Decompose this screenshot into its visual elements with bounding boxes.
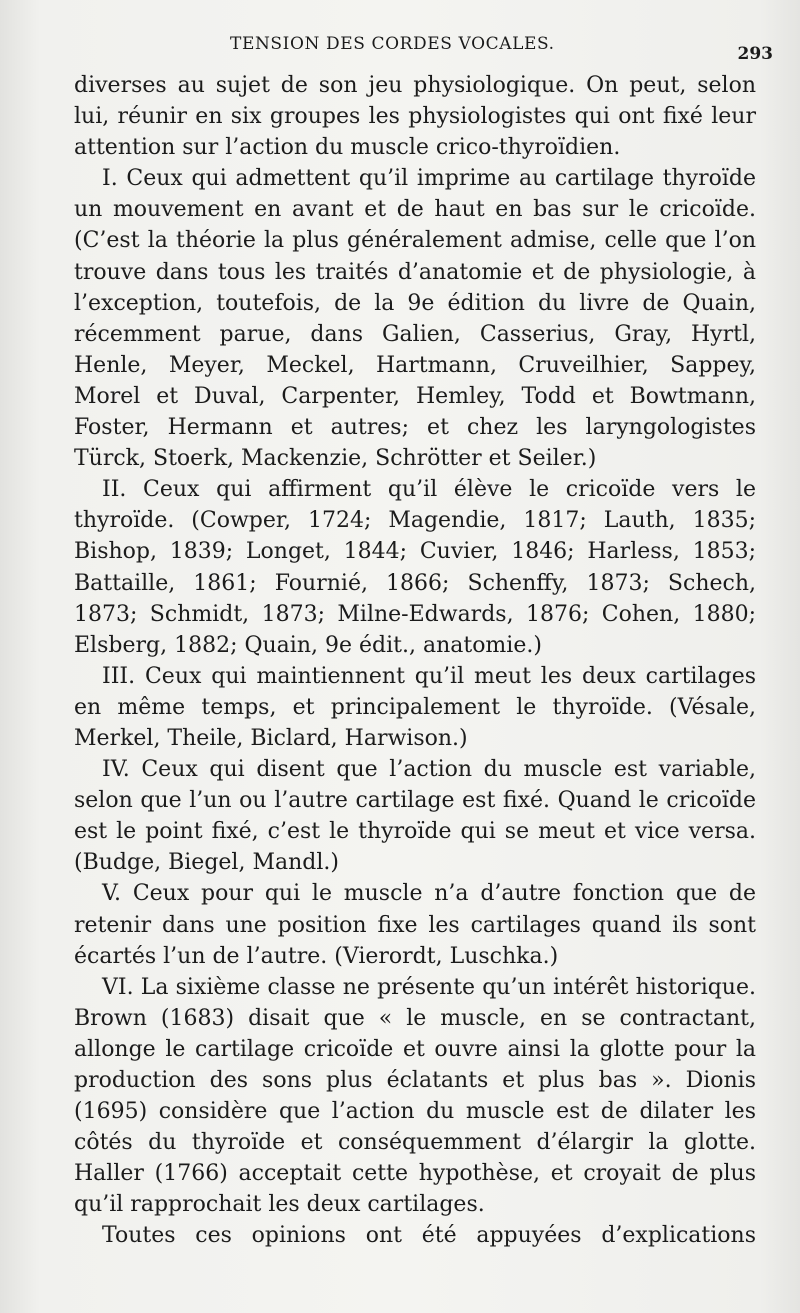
page-number: 293 [737,44,773,64]
paragraph-group-5: V. Ceux pour qui le muscle n’a d’autre fonction que de retenir dans une position fixe les cartilages quand ils sont écartés l’un de l’autre. (Vierordt, Luschka.) [74,881,756,969]
paragraph-group-4: IV. Ceux qui disent que l’action du muscle est variable, selon que l’un ou l’autre cartilage est fixé. Quand le cricoïde est le point fixé, c’est le thyroïde qui se meut et vice versa. (Budge, Biegel, Mandl.) [74,757,756,876]
paragraph-group-1: I. Ceux qui admettent qu’il imprime au cartilage thyroïde un mouvement en avant et de haut en bas sur le cricoïde. (C’est la théorie la plus généralement admise, celle que l’on trouve dans tous les traités d’anatomie et de physiologie, à l’exception, toutefois, de la 9e édition du livre de Quain, récemment parue, dans Galien, Casserius, Gray, Hyrtl, Henle, Meyer, Meckel, Hartmann, Cruveilhier, Sappey, Morel et Duval, Carpenter, Hemley, Todd et Bowtmann, Foster, Hermann et autres; et chez les laryngologistes Türck, Stoerk, Mackenzie, Schrötter et Seiler.) [74,166,756,472]
paragraph-group-2: II. Ceux qui affirment qu’il élève le cricoïde vers le thyroïde. (Cowper, 1724; Magendie, 1817; Lauth, 1835; Bishop, 1839; Longet, 1844; Cuvier, 1846; Harless, 1853; Battaille, 1861; Fournié, 1866; Schenffy, 1873; Schech, 1873; Schmidt, 1873; Milne-Edwards, 1876; Cohen, 1880; Elsberg, 1882; Quain, 9e édit., anatomie.) [74,477,756,658]
running-head [0,30,800,64]
paragraph-group-3: III. Ceux qui maintiennent qu’il meut les deux cartilages en même temps, et principalement le thyroïde. (Vésale, Merkel, Theile, Biclard, Harwison.) [74,663,756,751]
running-title: TENSION DES CORDES VOCALES. [230,34,555,54]
body-text [74,70,756,1252]
paragraph-group-6: VI. La sixième classe ne présente qu’un intérêt historique. Brown (1683) disait que « le muscle, en se contractant, allonge le cartilage cricoïde et ouvre ainsi la glotte pour la production des sons plus éclatants et plus bas ». Dionis (1695) considère que l’action du muscle est de dilater les côtés du thyroïde et conséquemment d’élargir la glotte. Haller (1766) acceptait cette hypothèse, et croyait de plus qu’il rapprochait les deux cartilages. [74,974,756,1218]
paragraph-closing: Toutes ces opinions ont été appuyées d’explications [102,1223,756,1249]
paragraph-continuation: diverses au sujet de son jeu physiologique. On peut, selon lui, réunir en six groupes les physiologistes qui ont fixé leur attention sur l’action du muscle crico-thyroïdien. [74,73,756,161]
